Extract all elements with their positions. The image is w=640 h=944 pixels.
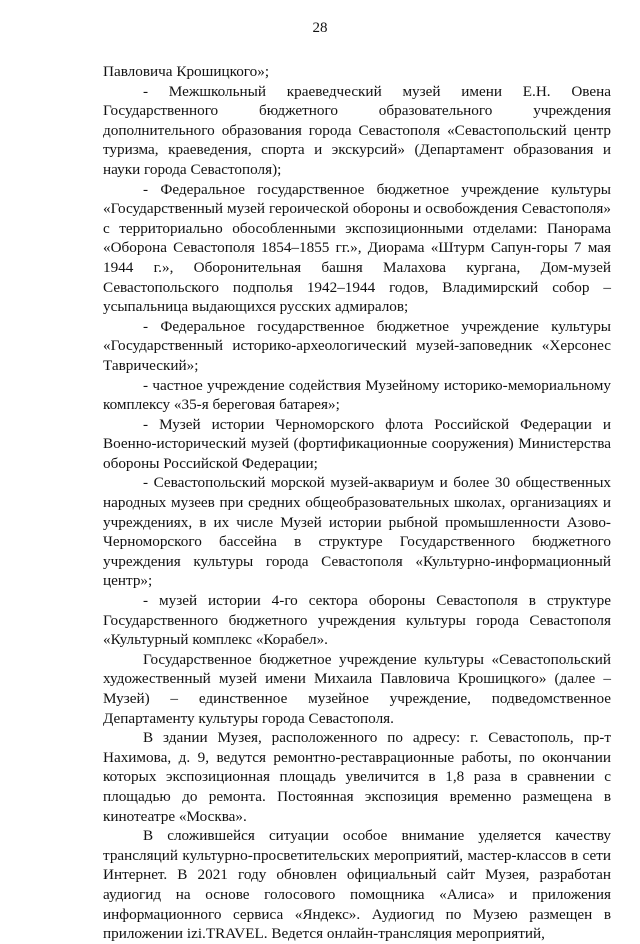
document-body <box>103 62 611 944</box>
list-item-mezhshkolny-museum: - Межшкольный краеведческий музей имени Е.Н. Овена Государственного бюджетного образовательного учреждения дополнительного образования города Севастополя «Севастопольский центр туризма, краеведения, спорта и экскурсий» (Департамент образования и науки города Севастополя); <box>103 82 611 178</box>
list-item-defense-museum: - Федеральное государственное бюджетное учреждение культуры «Государственный музей героической обороны и освобождения Севастополя» с территориально обособленными экспозиционными отделами: Панорама «Оборона Севастополя 1854–1855 гг.», Диорама «Штурм Сапун-горы 7 мая 1944 г.», Оборонительная башня Малахова кургана, Дом-музей Севастопольского подполья 1942–1944 годов, Владимирский собор – усыпальница выдающихся русских адмиралов; <box>103 180 611 316</box>
list-item-chersonesos: - Федеральное государственное бюджетное учреждение культуры «Государственный историко-археологический музей-заповедник «Херсонес Таврический»; <box>103 317 611 374</box>
list-item-4th-sector: - музей истории 4-го сектора обороны Севастополя в структуре Государственного бюджетного учреждения культуры города Севастополя «Культурный комплекс «Корабел». <box>103 592 611 649</box>
list-item-aquarium: - Севастопольский морской музей-аквариум и более 30 общественных народных музеев при средних общеобразовательных школах, организациях и учреждениях, в их числе Музей истории рыбной промышленности Азово-Черноморского бассейна в структуре Государственного бюджетного учреждения культуры города Севастополя «Культурно-информационный центр»; <box>103 474 611 590</box>
list-item-35-battery: - частное учреждение содействия Музейному историко-мемориальному комплексу «35-я береговая батарея»; <box>103 376 611 414</box>
page-number: 28 <box>312 20 328 36</box>
paragraph-renovation: В здании Музея, расположенного по адресу: г. Севастополь, пр-т Нахимова, д. 9, ведутся ремонтно-реставрационные работы, по окончании которых экспозиционная площадь увеличится в 1,8 раза в сравнении с площадью до ремонта. Постоянная экспозиция временно размещена в кинотеатре «Москва». <box>103 729 611 825</box>
paragraph-online: В сложившейся ситуации особое внимание уделяется качеству трансляций культурно-просветительских мероприятий, мастер-классов в сети Интернет. В 2021 году обновлен официальный сайт Музея, разработан аудиогид на основе голосового помощника «Алиса» и приложения информационного сервиса «Яндекс». Аудиогид по Музею размещен в приложении izi.TRAVEL. Ведется онлайн-трансляция мероприятий, <box>103 827 611 943</box>
paragraph-art-museum: Государственное бюджетное учреждение культуры «Севастопольский художественный музей имени Михаила Павловича Крошицкого» (далее – Музей) – единственное музейное учреждение, подведомственное Департаменту культуры города Севастополя. <box>103 650 611 727</box>
paragraph-continuation: Павловича Крошицкого»; <box>103 63 270 80</box>
list-item-black-sea-fleet: - Музей истории Черноморского флота Российской Федерации и Военно-исторический музей (фортификационные сооружения) Министерства обороны Российской Федерации; <box>103 415 611 472</box>
